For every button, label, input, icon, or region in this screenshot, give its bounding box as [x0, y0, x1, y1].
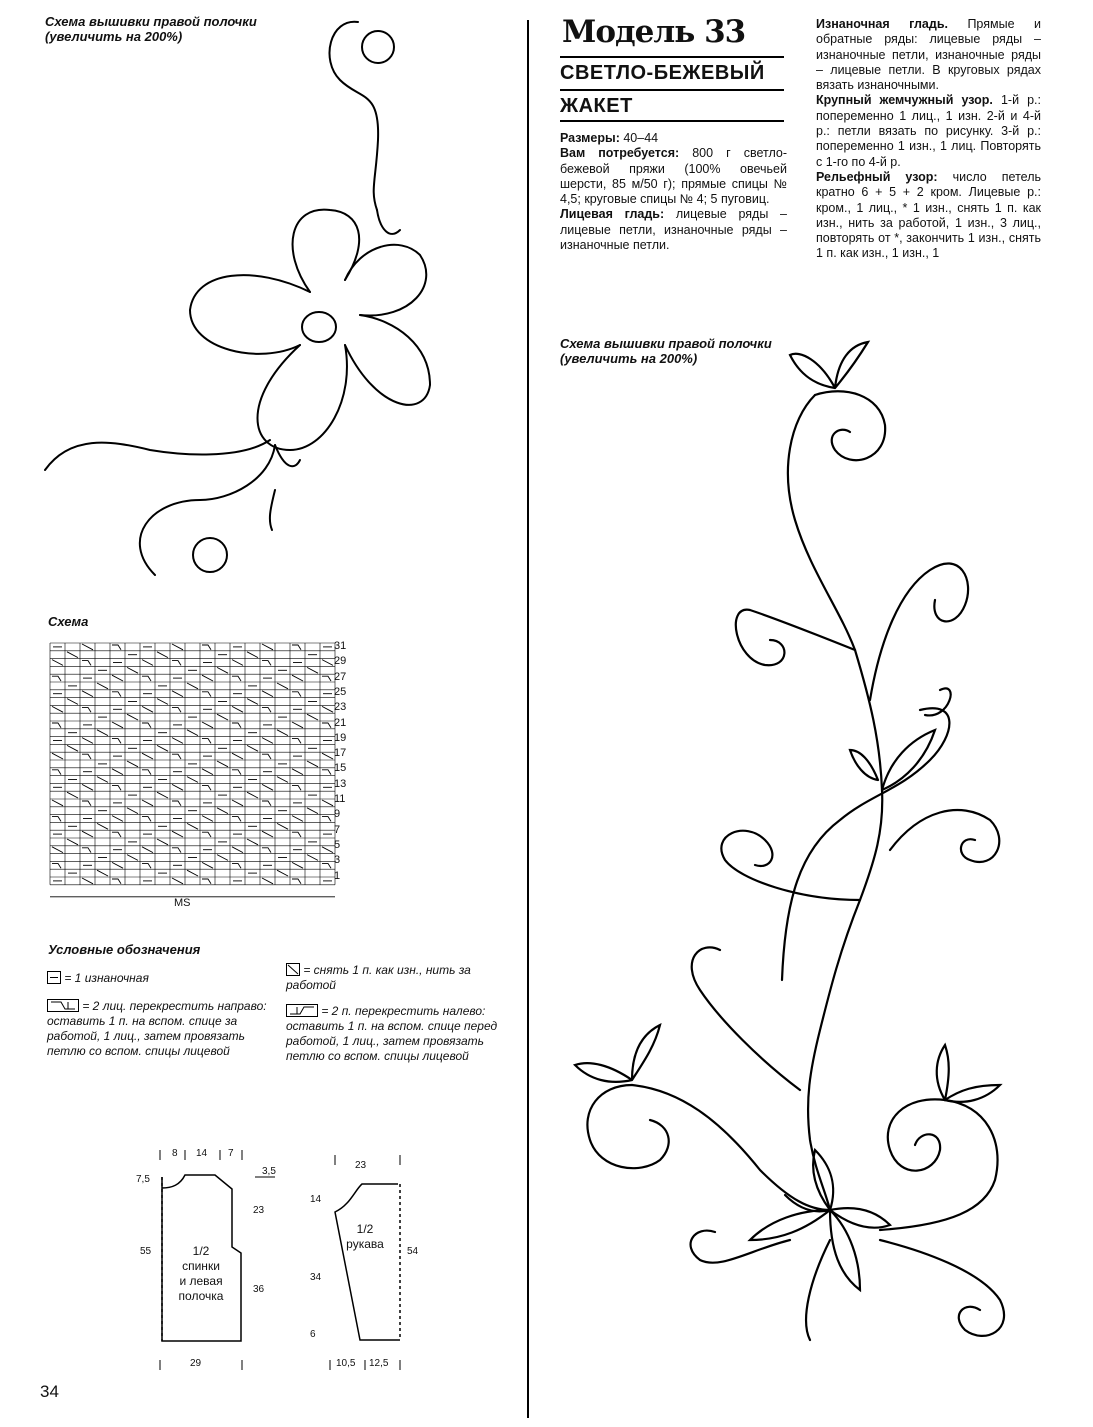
- dim-label: 23: [253, 1205, 265, 1216]
- chart-row-number: 19: [334, 731, 347, 744]
- legend-cross-left: [286, 1004, 508, 1064]
- body-pattern-label: [168, 1244, 234, 1304]
- garment-title-line: ЖАКЕТ: [560, 89, 784, 122]
- dim-label: 8: [172, 1148, 178, 1159]
- legend-purl: [47, 971, 267, 986]
- pattern-label-line: рукава: [346, 1237, 384, 1251]
- chart-row-number: 21: [334, 716, 347, 729]
- pattern-label-line: 1/2: [192, 1244, 210, 1258]
- chart-row-number: 11: [334, 793, 346, 805]
- slip-symbol-icon: [286, 963, 300, 976]
- vine-embroidery-illustration: [560, 340, 1080, 1340]
- purl-symbol-icon: [47, 971, 61, 984]
- chart-row-number: 25: [334, 685, 347, 698]
- dim-label: 36: [253, 1284, 265, 1295]
- chart-row-number: 27: [334, 670, 347, 683]
- garment-title-line: СВЕТЛО-БЕЖЕВЫЙ: [560, 62, 765, 84]
- instructions-column-1: [560, 131, 787, 253]
- dim-label: 12,5: [369, 1358, 389, 1369]
- relief-pattern-paragraph: Рельефный узор: число петель кратно 6 + 5 + 2 кром. Лицевые р.: кром., 1 лиц., * 1 изн., снять 1 п. как изн., нить за работой, 1 изн., 3 лиц., повторять от *, закончить 1 изн., снять 1 п. как изн., 1 изн., 1: [816, 169, 1041, 261]
- dim-label: 14: [310, 1194, 322, 1205]
- flower-embroidery-illustration: [0, 0, 500, 600]
- caption-line: Схема вышивки правой полочки: [45, 14, 257, 29]
- caption-line: (увеличить на 200%): [560, 351, 698, 366]
- page-number: 34: [40, 1382, 59, 1401]
- cross-right-symbol-icon: [47, 999, 79, 1012]
- dim-label: 7: [228, 1148, 234, 1159]
- sleeve-pattern-label: [340, 1222, 390, 1252]
- materials-paragraph: Вам потребуется: 800 г светло-бежевой пряжи (100% овечьей шерсти, 85 м/50 г); прямые спицы № 4,5; круговые спицы № 4; 5 пуговиц.: [560, 146, 787, 207]
- legend-text: = 1 изнаночная: [64, 971, 149, 985]
- dim-label: 14: [196, 1148, 208, 1159]
- model-title: Модель 33: [562, 14, 746, 50]
- legend-text: = 2 п. перекрестить налево: оставить 1 п. на вспом. спице перед работой, 1 лиц., затем провязать петлю со вспом. спицы лицевой: [286, 1004, 498, 1063]
- pattern-label-line: спинки: [182, 1259, 220, 1273]
- pattern-label-line: и левая: [179, 1274, 223, 1288]
- chart-row-number: 5: [334, 838, 341, 851]
- reverse-stockinette-paragraph: Изнаночная гладь. Прямые и обратные ряды: лицевые ряды – изнаночные петли, изнаночные ряды – лицевые петли. В круговых рядах вязать изнаночными.: [816, 17, 1041, 93]
- dim-label: 29: [190, 1358, 202, 1369]
- pattern-label-line: полочка: [178, 1289, 224, 1303]
- chart-title: Схема: [48, 614, 89, 629]
- chart-row-number: 15: [334, 762, 347, 775]
- pearl-pattern-paragraph: Крупный жемчужный узор. 1-й р.: попеременно 1 лиц., 1 изн. 2-й и 4-й р.: петли вязать по рисунку. 3-й р.: попеременно 1 изн., 1 лиц. Повторять с 1-го по 4-й р.: [816, 93, 1041, 169]
- dim-label: 6: [310, 1329, 316, 1340]
- cross-left-symbol-icon: [286, 1004, 318, 1017]
- legend-title: Условные обозначения: [48, 942, 201, 957]
- legend-slip: [286, 963, 506, 993]
- chart-ms-label: MS: [174, 897, 191, 909]
- sizes-paragraph: Размеры: 40–44: [560, 131, 659, 145]
- dim-label: 23: [355, 1160, 367, 1171]
- chart-row-number: 31: [334, 640, 347, 652]
- chart-row-number: 1: [334, 869, 341, 882]
- chart-row-number: 13: [334, 777, 347, 790]
- sleeve-pattern-schematic: [320, 1150, 430, 1390]
- dim-label: 7,5: [136, 1174, 150, 1185]
- pattern-label-line: 1/2: [356, 1222, 374, 1236]
- chart-row-number: 17: [334, 747, 347, 760]
- legend-cross-right: [47, 999, 269, 1059]
- dim-label: 34: [310, 1272, 322, 1283]
- legend-text: = 2 лиц. перекрестить направо: оставить 1 п. на вспом. спице за работой, 1 лиц., затем провязать петлю со вспом. спицы лицевой: [47, 999, 267, 1058]
- instructions-column-2: [816, 17, 1041, 262]
- dim-label: 55: [140, 1246, 152, 1257]
- legend-text: = снять 1 п. как изн., нить за работой: [286, 963, 471, 992]
- dim-label: 3,5: [262, 1166, 276, 1177]
- knitting-chart: [45, 638, 365, 908]
- chart-row-number: 9: [334, 808, 341, 821]
- chart-row-number: 23: [334, 701, 347, 714]
- stockinette-paragraph: Лицевая гладь: лицевые ряды – лицевые петли, изнаночные ряды – изнаночные петли.: [560, 207, 787, 253]
- caption-line: Схема вышивки правой полочки: [560, 336, 772, 351]
- dim-label: 54: [407, 1246, 419, 1257]
- caption-line: (увеличить на 200%): [45, 29, 183, 44]
- chart-row-number: 29: [334, 655, 347, 668]
- dim-label: 10,5: [336, 1358, 356, 1369]
- chart-row-number: 7: [334, 823, 341, 836]
- title-rule: [560, 120, 784, 122]
- garment-title: [560, 58, 784, 122]
- column-divider: [527, 20, 529, 1418]
- chart-row-number: 3: [334, 854, 341, 867]
